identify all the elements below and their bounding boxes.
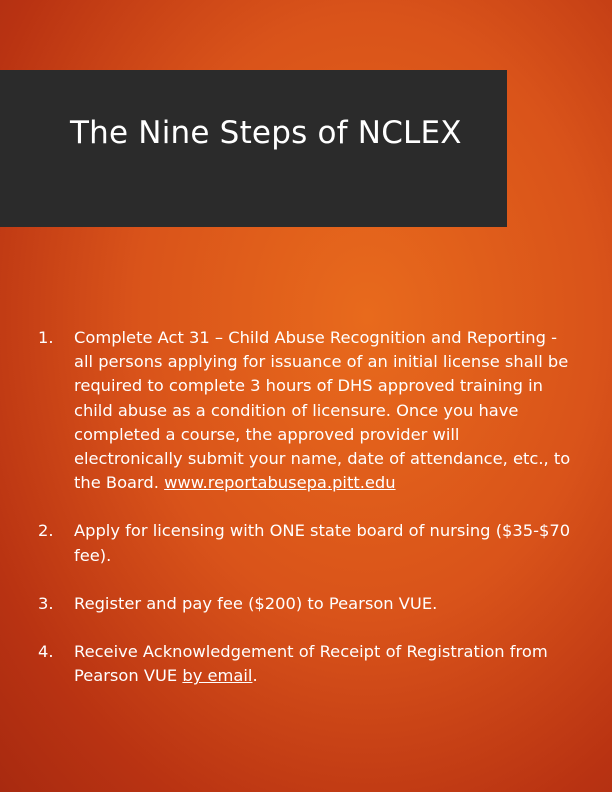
slide-title: The Nine Steps of NCLEX <box>70 115 462 151</box>
step-number: 2. <box>38 521 54 541</box>
step-1 <box>38 326 573 495</box>
step-4 <box>38 640 573 688</box>
report-abuse-link[interactable]: www.reportabusepa.pitt.edu <box>164 473 396 493</box>
steps-list <box>38 326 573 712</box>
step-number: 1. <box>38 328 54 347</box>
step-suffix: . <box>252 666 258 686</box>
step-number: 4. <box>38 642 54 662</box>
step-text: Register and pay fee ($200) to Pearson VUE. <box>74 593 438 613</box>
step-number: 3. <box>38 593 54 613</box>
by-email-emphasis: by email <box>182 666 253 686</box>
step-3 <box>38 592 573 616</box>
step-text: Receive Acknowledgement of Receipt of Registration from Pearson VUE <box>74 642 548 686</box>
step-text: Complete Act 31 – Child Abuse Recognition and Reporting - all persons applying for issuance of an initial license shall be required to complete 3 hours of DHS approved training in child abuse as a condition of licensure. Once you have completed a course, the approved provider will electronically submit your name, date of attendance, etc., to the Board. <box>74 328 571 493</box>
step-2 <box>38 519 573 567</box>
step-text: Apply for licensing with ONE state board of nursing ($35-$70 fee). <box>74 521 571 565</box>
